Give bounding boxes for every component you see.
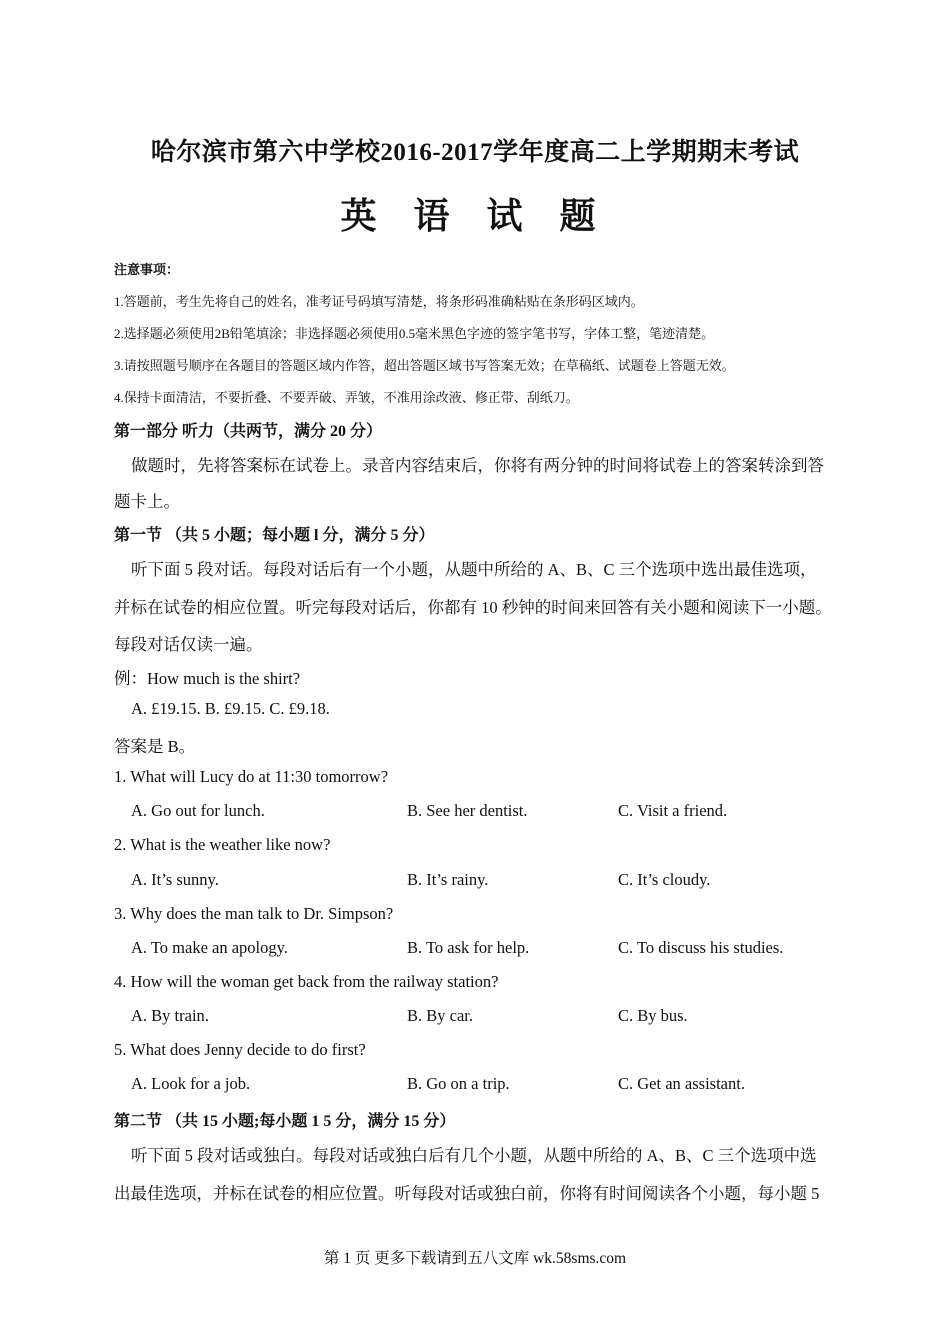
question-text: 2. What is the weather like now? <box>114 835 331 854</box>
option-b: B. To ask for help. <box>407 938 530 957</box>
option-c: C. By bus. <box>618 1006 688 1025</box>
notice-item: 4.保持卡面清洁，不要折叠、不要弄破、弄皱，不准用涂改液、修正带、刮纸刀。 <box>114 390 579 405</box>
page-footer: 第 1 页 更多下载请到五八文库 wk.58sms.com <box>323 1250 627 1267</box>
notice-item: 3.请按照题号顺序在各题目的答题区域内作答，超出答题区域书写答案无效；在草稿纸、试题卷上答题无效。 <box>114 358 735 373</box>
option-b: B. It’s rainy. <box>407 870 489 889</box>
question-text: 5. What does Jenny decide to do first? <box>114 1040 366 1059</box>
question-text: 4. How will the woman get back from the railway station? <box>114 972 499 991</box>
notice-item: 1.答题前，考生先将自己的姓名，准考证号码填写清楚，将条形码准确粘贴在条形码区域内。 <box>114 294 644 309</box>
section2-heading: 第二节 （共 15 小题;每小题 1 5 分，满分 15 分） <box>114 1113 456 1130</box>
option-a: A. Look for a job. <box>131 1074 251 1093</box>
section1-instruction-line: 每段对话仅读一遍。 <box>114 635 263 654</box>
option-c: C. To discuss his studies. <box>618 938 784 957</box>
section1-instruction-line: 听下面 5 段对话。每段对话后有一个小题，从题中所给的 A、B、C 三个选项中选出最佳选项， <box>131 560 817 579</box>
option-a: A. It’s sunny. <box>131 870 219 889</box>
section1-heading: 第一节 （共 5 小题；每小题 l 分，满分 5 分） <box>114 527 435 544</box>
question-text: 3. Why does the man talk to Dr. Simpson? <box>114 904 394 923</box>
option-b: B. By car. <box>407 1006 473 1025</box>
option-b: B. Go on a trip. <box>407 1074 510 1093</box>
exam-title: 哈尔滨市第六中学校2016-2017学年度高二上学期期末考试 <box>150 139 800 166</box>
notice-heading: 注意事项： <box>114 262 180 277</box>
part1-heading: 第一部分 听力（共两节，满分 20 分） <box>114 423 383 440</box>
example-answer: 答案是 B。 <box>114 737 196 756</box>
option-a: A. By train. <box>131 1006 209 1025</box>
example-options: A. £19.15. B. £9.15. C. £9.18. <box>131 699 330 718</box>
part1-intro-line: 题卡上。 <box>114 492 180 511</box>
notice-item: 2.选择题必须使用2B铅笔填涂；非选择题必须使用0.5毫米黑色字迹的签字笔书写，字体工整，笔迹清楚。 <box>114 326 715 341</box>
option-a: A. Go out for lunch. <box>131 801 265 820</box>
section2-instruction-line: 出最佳选项，并标在试卷的相应位置。听每段对话或独白前，你将有时间阅读各个小题，每小题 5 <box>114 1184 820 1203</box>
option-b: B. See her dentist. <box>407 801 528 820</box>
subject-title: 英 语 试 题 <box>340 196 610 236</box>
option-a: A. To make an apology. <box>131 938 288 957</box>
option-c: C. It’s cloudy. <box>618 870 711 889</box>
section2-instruction-line: 听下面 5 段对话或独白。每段对话或独白后有几个小题，从题中所给的 A、B、C 三个选项中选 <box>131 1146 817 1165</box>
option-c: C. Visit a friend. <box>618 801 728 820</box>
example-question: 例：How much is the shirt? <box>114 669 301 688</box>
part1-intro-line: 做题时，先将答案标在试卷上。录音内容结束后，你将有两分钟的时间将试卷上的答案转涂到答 <box>131 456 824 475</box>
section1-instruction-line: 并标在试卷的相应位置。听完每段对话后，你都有 10 秒钟的时间来回答有关小题和阅读下一小题。 <box>114 598 832 617</box>
option-c: C. Get an assistant. <box>618 1074 745 1093</box>
question-text: 1. What will Lucy do at 11:30 tomorrow? <box>114 767 389 786</box>
